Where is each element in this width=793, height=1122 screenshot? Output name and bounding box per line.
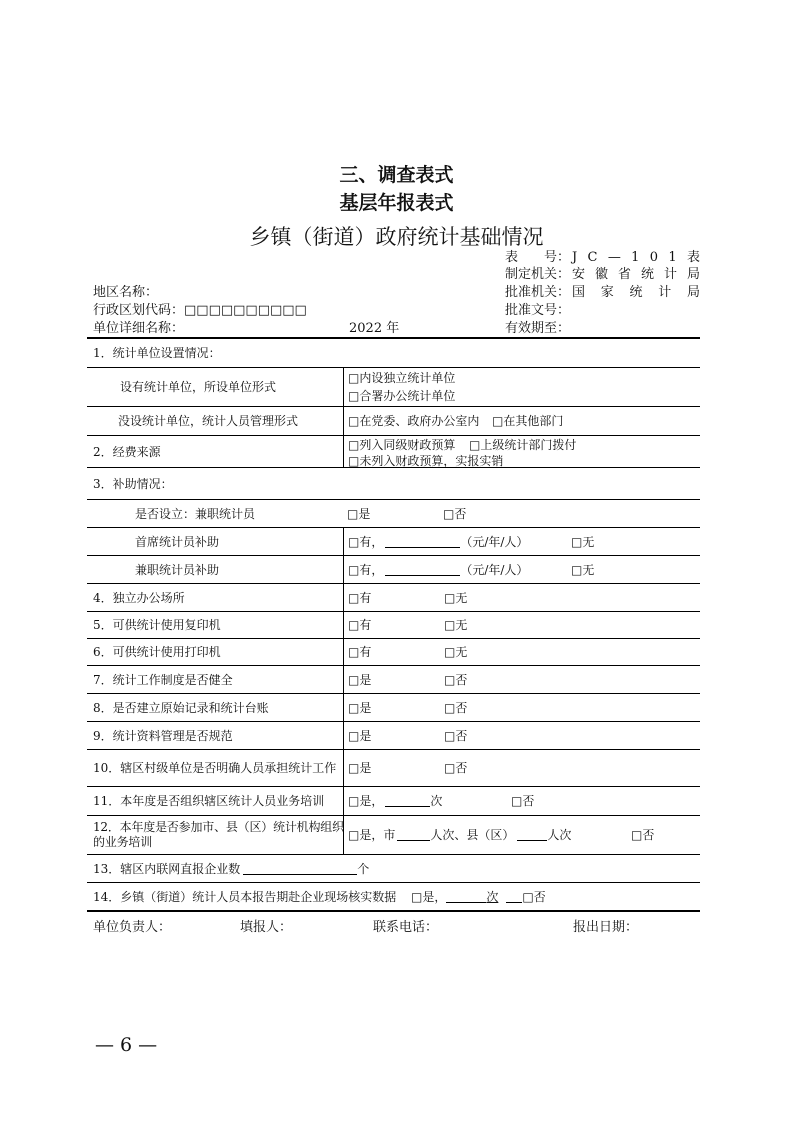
row-label: 2．经费来源 bbox=[93, 444, 161, 459]
checkbox-option: □无 bbox=[444, 590, 468, 605]
checkbox-option: □是 bbox=[348, 761, 372, 775]
checkbox-option: □否 bbox=[444, 700, 468, 715]
row-label: 10．辖区村级单位是否明确人员承担统计工作 bbox=[93, 761, 337, 775]
unit-text: 个 bbox=[357, 861, 370, 876]
checkbox-option: □否 bbox=[631, 828, 655, 842]
table-row bbox=[87, 612, 700, 639]
checkbox-option: □无 bbox=[444, 618, 468, 632]
meta-approval-no: 批准文号： bbox=[505, 303, 571, 318]
options-cell bbox=[343, 612, 700, 638]
unit-text: 人次、县（区） bbox=[430, 828, 515, 842]
footer-unit-head: 单位负责人： bbox=[93, 920, 172, 935]
unit-text: 人次 bbox=[547, 828, 572, 842]
meta-region-name: 地区名称： bbox=[93, 285, 159, 300]
blank-line bbox=[506, 890, 522, 903]
checkbox-option: □在党委、政府办公室内 bbox=[348, 414, 480, 428]
options-cell bbox=[343, 584, 700, 611]
meta-approver-label: 批准机关： bbox=[505, 285, 571, 300]
table-row bbox=[87, 722, 700, 750]
table-row bbox=[87, 436, 700, 468]
row-label: 没设统计单位，统计人员管理形式 bbox=[118, 414, 299, 428]
checkbox-option: □合署办公统计单位 bbox=[348, 389, 456, 403]
checkbox-option: □列入同级财政预算 bbox=[348, 438, 456, 452]
checkbox-option: □无 bbox=[444, 645, 468, 659]
table-row bbox=[87, 500, 700, 528]
row-label bbox=[93, 816, 344, 854]
table-row bbox=[87, 666, 700, 694]
options-cell bbox=[343, 556, 700, 583]
options-cell bbox=[343, 722, 700, 749]
checkbox-option: □未列入财政预算，实报实销 bbox=[348, 453, 504, 468]
row-label: 5．可供统计使用复印机 bbox=[93, 618, 221, 632]
checkbox-option: □无 bbox=[571, 562, 595, 577]
options-cell bbox=[411, 883, 546, 910]
table-row bbox=[87, 694, 700, 722]
checkbox-option: □有 bbox=[348, 645, 372, 659]
meta-issuer-label: 制定机关： bbox=[505, 267, 571, 282]
row-label: 1．统计单位设置情况： bbox=[93, 346, 221, 360]
checkbox-option: □有 bbox=[348, 590, 372, 605]
table-row bbox=[87, 368, 700, 407]
meta-form-no-value: J C — 1 0 1 表 bbox=[572, 250, 700, 265]
options-cell bbox=[343, 368, 700, 406]
row-label: 14．乡镇（街道）统计人员本报告期赴企业现场核实数据 bbox=[93, 889, 397, 904]
table-row bbox=[87, 339, 700, 368]
form-title: 乡镇（街道）政府统计基础情况 bbox=[249, 225, 544, 249]
checkbox-option: □是，市 bbox=[348, 828, 396, 842]
checkbox-option: □有， bbox=[348, 562, 384, 577]
checkbox-option: □否 bbox=[443, 506, 467, 521]
table-row bbox=[87, 855, 700, 883]
table-row bbox=[87, 528, 700, 556]
row-label: 兼职统计员补助 bbox=[135, 562, 220, 577]
meta-approver-value: 国 家 统 计 局 bbox=[572, 285, 700, 300]
checkbox-option: □是， bbox=[411, 889, 447, 904]
row-label: 9．统计资料管理是否规范 bbox=[93, 728, 233, 743]
table-row bbox=[87, 556, 700, 584]
subtitle: 基层年报表式 bbox=[339, 192, 454, 214]
options-cell bbox=[343, 787, 700, 815]
row-label: 8．是否建立原始记录和统计台账 bbox=[93, 700, 269, 715]
row-label: 7．统计工作制度是否健全 bbox=[93, 672, 233, 687]
blank-line bbox=[517, 828, 547, 841]
table-row bbox=[87, 883, 700, 912]
checkbox-option: □否 bbox=[444, 761, 468, 775]
row-label: 6．可供统计使用打印机 bbox=[93, 645, 221, 659]
table-row bbox=[87, 639, 700, 666]
options-cell bbox=[343, 750, 700, 786]
meta-form-no bbox=[505, 249, 700, 267]
row-label: 4．独立办公场所 bbox=[93, 590, 185, 605]
meta-year: 2022 年 bbox=[349, 321, 400, 336]
row-label: 11．本年度是否组织辖区统计人员业务培训 bbox=[93, 794, 325, 808]
table-row bbox=[87, 584, 700, 612]
blank-line bbox=[385, 794, 430, 807]
table-row bbox=[87, 468, 700, 500]
table-row bbox=[87, 787, 700, 816]
survey-table bbox=[87, 337, 700, 912]
row-label-line: 12．本年度是否参加市、县（区）统计机构组织 bbox=[93, 820, 344, 834]
row-label-line: 的业务培训 bbox=[93, 835, 153, 849]
row-label bbox=[93, 855, 369, 882]
checkbox-option: □否 bbox=[522, 889, 546, 904]
meta-unit-name: 单位详细名称： bbox=[93, 321, 185, 336]
row-label: 设有统计单位，所设单位形式 bbox=[120, 380, 277, 394]
unit-text: （元/年/人） bbox=[460, 562, 529, 577]
blank-line bbox=[385, 563, 460, 576]
table-row bbox=[87, 407, 700, 436]
options-cell bbox=[343, 407, 700, 435]
blank-line bbox=[446, 890, 486, 903]
meta-issuer bbox=[505, 266, 700, 284]
checkbox-option: □是， bbox=[348, 794, 384, 808]
section-title: 三、调查表式 bbox=[339, 164, 454, 186]
page-number: — 6 — bbox=[95, 1034, 158, 1056]
checkbox-option: □是 bbox=[348, 700, 372, 715]
table-row bbox=[87, 816, 700, 855]
checkbox-option: □有 bbox=[348, 618, 372, 632]
options-cell bbox=[343, 694, 700, 721]
division-code-boxes: □□□□□□□□□□ bbox=[184, 303, 307, 318]
row-label: 3．补助情况： bbox=[93, 476, 173, 491]
blank-line bbox=[243, 862, 357, 875]
checkbox-option: □上级统计部门拨付 bbox=[469, 438, 577, 452]
options-cell bbox=[343, 666, 700, 693]
checkbox-option: □有， bbox=[348, 534, 384, 549]
unit-text: 次 bbox=[430, 794, 443, 808]
options-cell bbox=[343, 436, 700, 467]
row-label: 首席统计员补助 bbox=[135, 534, 220, 549]
unit-text: （元/年/人） bbox=[460, 534, 529, 549]
checkbox-option: □是 bbox=[348, 728, 372, 743]
meta-division-code-label: 行政区划代码： bbox=[93, 303, 185, 318]
table-row bbox=[87, 750, 700, 787]
checkbox-option: □在其他部门 bbox=[492, 414, 564, 428]
checkbox-option: □是 bbox=[348, 672, 372, 687]
checkbox-option: □无 bbox=[571, 534, 595, 549]
options-cell bbox=[343, 500, 700, 527]
footer-report-date: 报出日期： bbox=[573, 920, 639, 935]
checkbox-option: □内设独立统计单位 bbox=[348, 371, 456, 385]
checkbox-option: □否 bbox=[444, 728, 468, 743]
checkbox-option: □否 bbox=[511, 794, 535, 808]
footer-filler: 填报人： bbox=[240, 920, 293, 935]
unit-text: 次 bbox=[486, 889, 499, 904]
checkbox-option: □否 bbox=[444, 672, 468, 687]
row-label-text: 13．辖区内联网直报企业数 bbox=[93, 861, 241, 876]
meta-valid-until: 有效期至： bbox=[505, 321, 571, 336]
options-cell bbox=[343, 816, 700, 854]
meta-approver bbox=[505, 284, 700, 302]
options-cell bbox=[343, 639, 700, 665]
checkbox-option: □是 bbox=[347, 506, 371, 521]
meta-division-code bbox=[93, 302, 307, 320]
meta-issuer-value: 安 徽 省 统 计 局 bbox=[572, 267, 700, 282]
options-cell bbox=[343, 528, 700, 555]
row-label: 是否设立：兼职统计员 bbox=[135, 506, 256, 521]
footer-phone: 联系电话： bbox=[373, 920, 439, 935]
blank-line bbox=[397, 828, 430, 841]
blank-line bbox=[385, 535, 460, 548]
meta-form-no-label: 表 号： bbox=[505, 250, 571, 265]
